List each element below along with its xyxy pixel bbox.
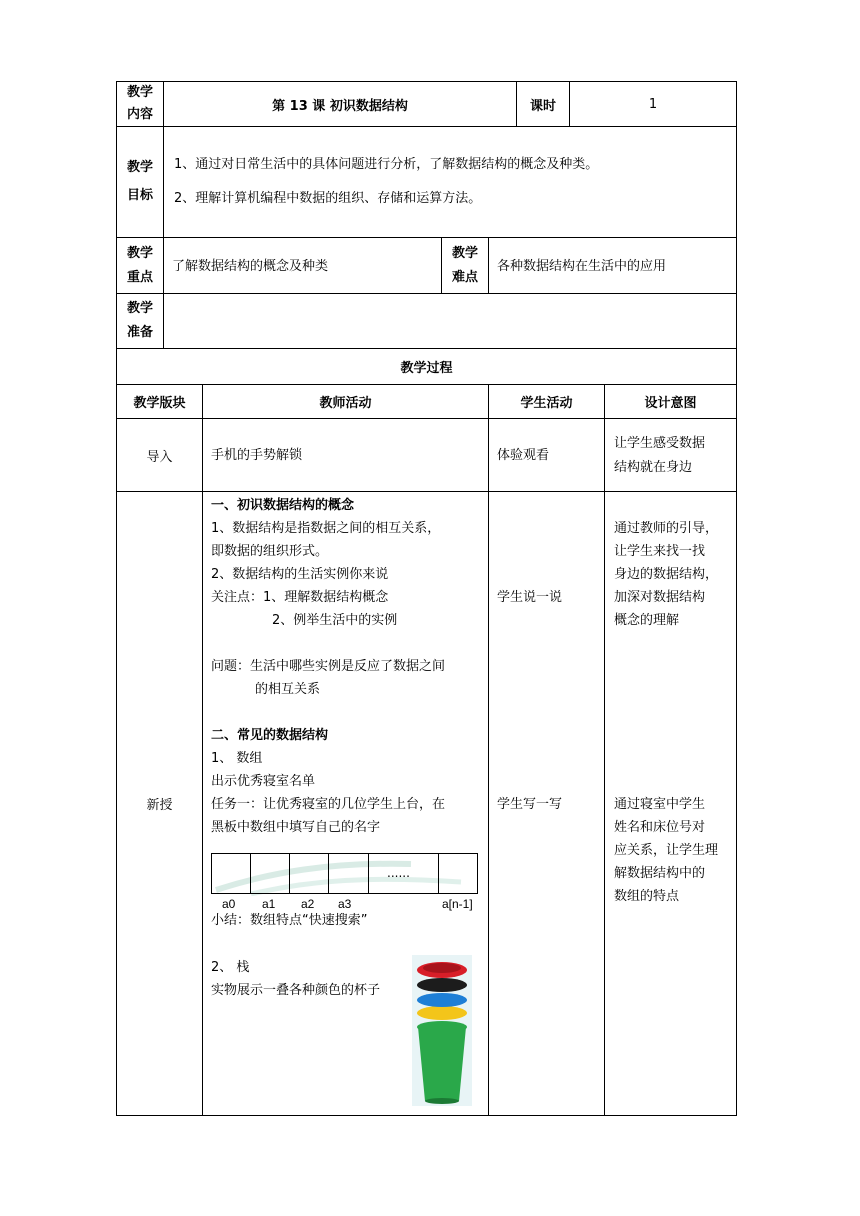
table-border (202, 384, 203, 1116)
column-header-design: 设计意图 (644, 396, 697, 411)
design-line: 让学生来找一找 (614, 544, 706, 559)
teacher-line: 出示优秀寝室名单 (211, 774, 316, 789)
design-line: 加深对数据结构 (614, 590, 706, 605)
teacher-line: 黑板中数组中填写自己的名字 (211, 820, 381, 835)
intro-design-line: 结构就在身边 (614, 460, 693, 475)
design-line: 应关系，让学生理 (614, 843, 719, 858)
student-activity: 学生说一说 (497, 590, 563, 605)
difficulties-label: 教学难点 (451, 245, 478, 285)
intro-section: 导入 (146, 449, 173, 465)
key-points-label: 教学重点 (126, 245, 153, 285)
design-line: 数组的特点 (614, 889, 680, 904)
table-border (736, 348, 737, 1116)
objective-item: 2、理解计算机编程中数据的组织、存储和运算方法。 (174, 191, 482, 206)
teacher-line: 问题：生活中哪些实例是反应了数据之间 (211, 659, 446, 674)
student-activity: 学生写一写 (497, 797, 563, 812)
column-header-section: 教学版块 (133, 396, 186, 411)
teacher-line: 2、例举生活中的实例 (272, 613, 398, 628)
array-divider (289, 853, 290, 894)
process-title: 教学过程 (400, 361, 453, 376)
table-border (116, 491, 737, 492)
content-label: 教学内容 (126, 85, 153, 122)
new-section: 新授 (146, 798, 173, 813)
teacher-line: 任务一：让优秀寝室的几位学生上台，在 (211, 797, 446, 812)
array-divider (368, 853, 369, 894)
teacher-line: 实物展示一叠各种颜色的杯子 (211, 983, 381, 998)
lesson-title: 第 13 课 初识数据结构 (272, 98, 408, 114)
objectives-label: 教学目标 (126, 160, 153, 203)
array-ellipsis: ...... (387, 866, 410, 880)
array-index-label: a3 (338, 897, 352, 911)
intro-design-line: 让学生感受数据 (614, 436, 706, 451)
teacher-line: 1、数据结构是指数据之间的相互关系， (211, 521, 441, 536)
teacher-line: 关注点：1、理解数据结构概念 (211, 590, 389, 605)
teacher-line: 2、 栈 (211, 960, 250, 975)
design-line: 身边的数据结构， (614, 567, 719, 582)
table-border (116, 126, 737, 127)
teacher-line: 二、常见的数据结构 (211, 728, 329, 743)
array-index-label: a[n-1] (442, 897, 473, 911)
design-line: 通过教师的引导， (614, 521, 719, 536)
design-line: 姓名和床位号对 (614, 820, 706, 835)
table-border (116, 418, 737, 419)
teacher-line: 的相互关系 (255, 682, 321, 697)
column-header-teacher: 教师活动 (319, 396, 372, 411)
teacher-line: 2、数据结构的生活实例你来说 (211, 567, 389, 582)
teacher-line: 1、 数组 (211, 751, 263, 766)
key-points-value: 了解数据结构的概念及种类 (172, 259, 329, 274)
intro-teacher: 手机的手势解锁 (211, 448, 303, 463)
teacher-line: 即数据的组织形式。 (211, 544, 329, 559)
table-border (116, 293, 737, 294)
teacher-line: 一、初识数据结构的概念 (211, 498, 355, 513)
column-header-student: 学生活动 (520, 396, 573, 411)
design-line: 通过寝室中学生 (614, 797, 706, 812)
intro-student: 体验观看 (497, 448, 550, 463)
preparation-label: 教学准备 (126, 301, 153, 340)
array-index-label: a0 (222, 897, 236, 911)
difficulties-value: 各种数据结构在生活中的应用 (497, 259, 667, 274)
objective-item: 1、通过对日常生活中的具体问题进行分析，了解数据结构的概念及种类。 (174, 157, 599, 172)
array-divider (438, 853, 439, 894)
array-index-label: a2 (301, 897, 315, 911)
table-border (488, 384, 489, 1116)
table-border (116, 237, 737, 238)
array-divider (250, 853, 251, 894)
design-line: 解数据结构中的 (614, 866, 706, 881)
table-border (488, 237, 489, 294)
table-border (736, 81, 737, 349)
array-divider (328, 853, 329, 894)
table-border (116, 1115, 737, 1116)
teacher-line: 小结：数组特点“快速搜索” (211, 913, 368, 928)
period-label: 课时 (529, 98, 556, 114)
stacked-cups-image (412, 955, 472, 1106)
array-index-label: a1 (262, 897, 276, 911)
period-value: 1 (648, 96, 658, 112)
table-border (604, 384, 605, 1116)
design-line: 概念的理解 (614, 613, 680, 628)
